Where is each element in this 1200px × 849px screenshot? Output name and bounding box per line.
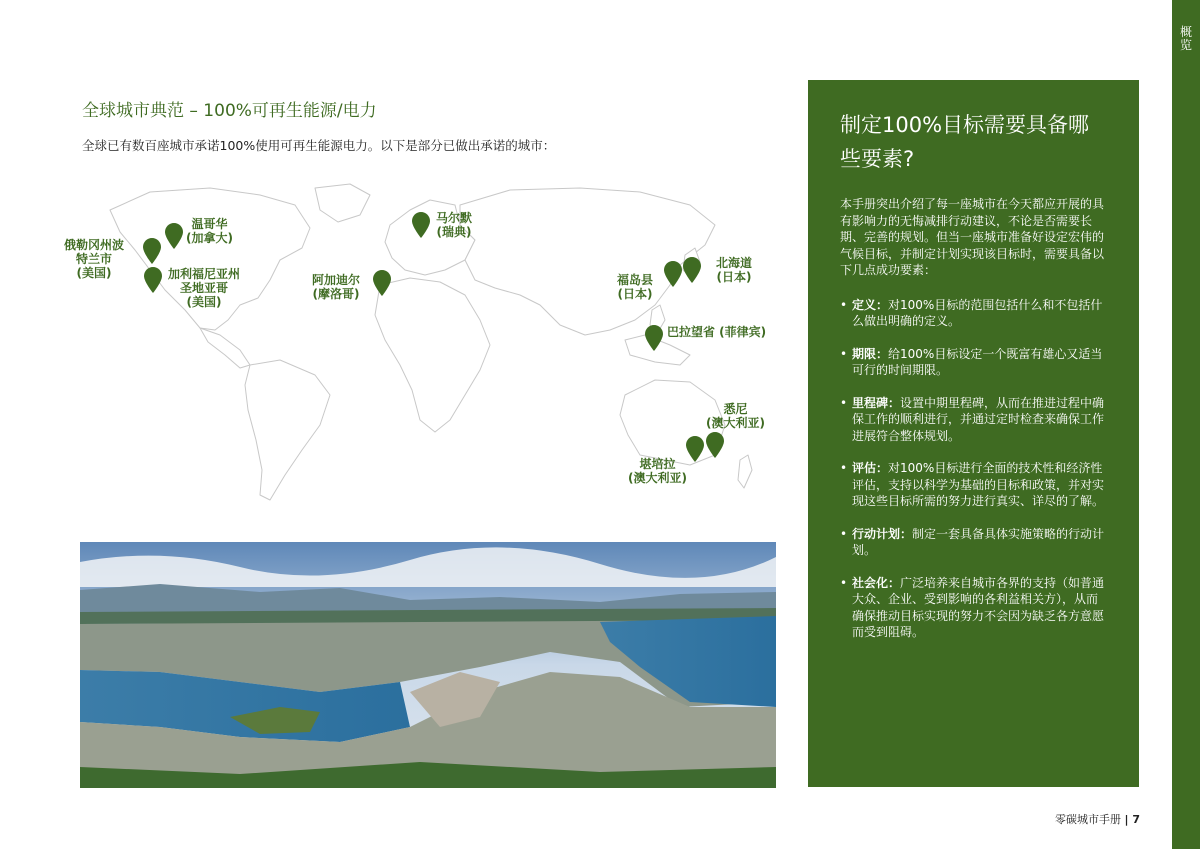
central-america-shape <box>200 328 250 368</box>
list-item: • 定义：对100%目标的范围包括什么和不包括什么做出明确的定义。 <box>840 297 1109 330</box>
city-panorama-photo <box>80 542 776 788</box>
pin-agadir-icon[interactable] <box>373 270 391 296</box>
city-panorama-illustration <box>80 542 776 788</box>
pin-vancouver-icon[interactable] <box>165 223 183 249</box>
list-item: • 里程碑：设置中期里程碑，从而在推进过程中确保工作的顺利进行，并通过定时检查来确保工作进展符合整体规划。 <box>840 395 1109 445</box>
list-item: • 行动计划：制定一套具备具体实施策略的行动计划。 <box>840 526 1109 559</box>
panel-title: 制定100%目标需要具备哪些要素? <box>840 113 1090 171</box>
side-tab <box>1172 0 1200 849</box>
city-label-portland: 俄勒冈州波 特兰市 (美国) <box>64 238 125 280</box>
list-item: • 期限：给100%目标设定一个既富有雄心又适当可行的时间期限。 <box>840 346 1109 379</box>
requirements-list <box>840 297 1109 641</box>
city-label-vancouver: 温哥华 (加拿大) <box>186 217 233 245</box>
pin-portland-icon[interactable] <box>143 238 161 264</box>
africa-shape <box>375 278 490 432</box>
city-label-palawan: 巴拉望省 (菲律宾) <box>667 325 767 339</box>
footer-title: 零碳城市手册 <box>1054 813 1121 826</box>
page-footer: 零碳城市手册 | 7 <box>1054 813 1140 826</box>
side-tab-label: 概览 <box>1179 25 1192 52</box>
city-label-fukushima: 福岛县 (日本) <box>617 273 654 301</box>
south-america-shape <box>245 360 330 500</box>
pin-palawan-icon[interactable] <box>645 325 663 351</box>
city-label-sydney: 悉尼 (澳大利亚) <box>706 402 765 430</box>
intro-text: 全球已有数百座城市承诺100%使用可再生能源电力。以下是部分已做出承诺的城市： <box>82 138 556 153</box>
greenland-shape <box>315 184 370 222</box>
new-zealand-shape <box>738 455 752 488</box>
panel-lead: 本手册突出介绍了每一座城市在今天都应开展的具有影响力的无悔减排行动建议，不论是否需要长期、完善的规划。但当一座城市准备好设定宏伟的气候目标，并制定计划实现该目标时，需要具备以下几点成功要素： <box>840 197 1105 277</box>
city-label-malmo: 马尔默 (瑞典) <box>436 211 473 239</box>
list-item: • 社会化：广泛培养来自城市各界的支持（如普通大众、企业、受到影响的各利益相关方），从而确保推动目标实现的努力不会因为缺乏各方意愿而受到阻碍。 <box>840 575 1109 641</box>
city-label-hokkaido: 北海道 (日本) <box>716 256 753 284</box>
pin-malmo-icon[interactable] <box>412 212 430 238</box>
pin-hokkaido-icon[interactable] <box>683 257 701 283</box>
pin-fukushima-icon[interactable] <box>664 261 682 287</box>
list-item: • 评估：对100%目标进行全面的技术性和经济性评估，支持以科学为基础的目标和政策，并对实现这些目标所需的努力进行真实、详尽的了解。 <box>840 460 1109 510</box>
pin-canberra-icon[interactable] <box>686 436 704 462</box>
pin-sydney-icon[interactable] <box>706 432 724 458</box>
requirements-panel <box>808 80 1139 787</box>
page-number: 7 <box>1132 813 1140 826</box>
city-label-san-diego: 加利福尼亚州 圣地亚哥 (美国) <box>168 267 241 309</box>
world-map <box>64 170 770 520</box>
city-label-canberra: 堪培拉 (澳大利亚) <box>628 457 687 485</box>
section-heading: 全球城市典范 – 100%可再生能源/电力 <box>82 101 377 121</box>
city-label-agadir: 阿加迪尔 (摩洛哥) <box>312 273 361 301</box>
pin-san-diego-icon[interactable] <box>144 267 162 293</box>
